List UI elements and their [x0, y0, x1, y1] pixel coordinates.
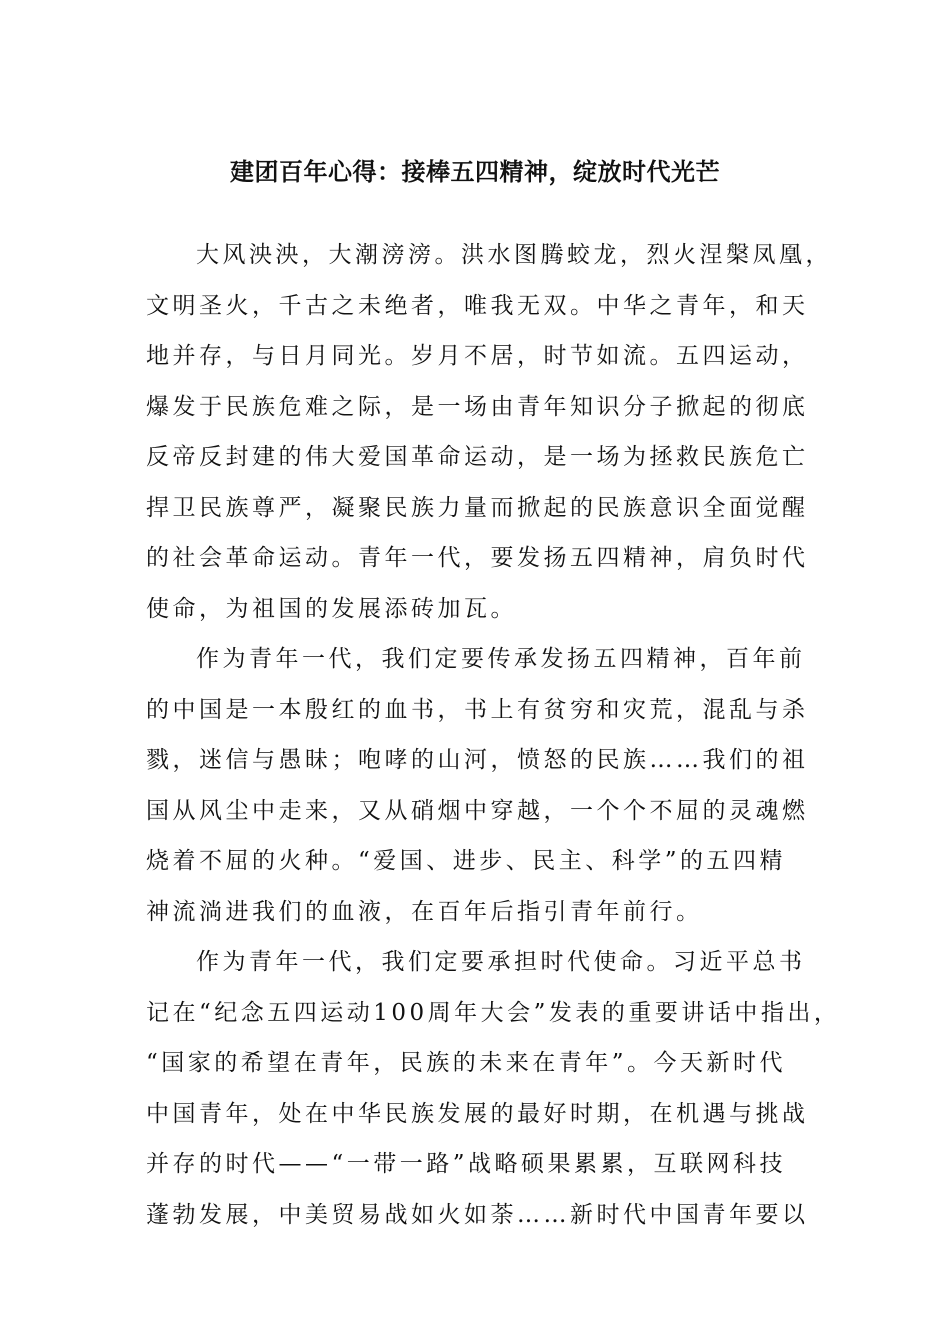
document-title: 建团百年心得：接棒五四精神，绽放时代光芒: [230, 158, 720, 186]
text-line: 国从风尘中走来，又从硝烟中穿越，一个个不屈的灵魂燃: [146, 797, 809, 824]
text-line: 使命，为祖国的发展添砖加瓦。: [146, 595, 517, 622]
text-line: 地并存，与日月同光。岁月不居，时节如流。五四运动，: [146, 343, 809, 369]
text-line: 的社会革命运动。青年一代，要发扬五四精神，肩负时代: [146, 545, 809, 571]
text-line: 文明圣火，千古之未绝者，唯我无双。中华之青年，和天: [146, 292, 809, 319]
text-line: 戮，迷信与愚昧；咆哮的山河，愤怒的民族……我们的祖: [146, 747, 809, 773]
text-line: 作为青年一代，我们定要传承发扬五四精神，百年前: [196, 646, 806, 672]
text-line: 记在“纪念五四运动100周年大会”发表的重要讲话中指出，: [146, 999, 841, 1026]
text-line: 捍卫民族尊严，凝聚民族力量而掀起的民族意识全面觉醒: [146, 494, 809, 521]
text-line: 中国青年，处在中华民族发展的最好时期，在机遇与挑战: [146, 1100, 809, 1127]
text-line: 神流淌进我们的血液，在百年后指引青年前行。: [146, 898, 703, 925]
text-line: 爆发于民族危难之际，是一场由青年知识分子掀起的彻底: [146, 393, 809, 420]
paragraph-1: [146, 230, 836, 634]
text-line: 的中国是一本殷红的血书，书上有贫穷和灾荒，混乱与杀: [146, 696, 809, 723]
paragraph-3: [146, 937, 841, 1240]
text-line: 蓬勃发展，中美贸易战如火如荼……新时代中国青年要以: [146, 1201, 809, 1228]
text-line: 大风泱泱，大潮滂滂。洪水图腾蛟龙，烈火涅槃凤凰，: [196, 242, 832, 268]
text-line: 反帝反封建的伟大爱国革命运动，是一场为拯救民族危亡: [146, 444, 809, 470]
text-line: 作为青年一代，我们定要承担时代使命。习近平总书: [196, 949, 806, 975]
text-line: “国家的希望在青年，民族的未来在青年”。今天新时代: [146, 1050, 787, 1076]
text-line: 并存的时代——“一带一路”战略硕果累累，互联网科技: [146, 1151, 787, 1177]
document-body: [146, 230, 841, 1240]
paragraph-2: [146, 634, 836, 937]
text-line: 烧着不屈的火种。“爱国、进步、民主、科学”的五四精: [146, 848, 787, 874]
